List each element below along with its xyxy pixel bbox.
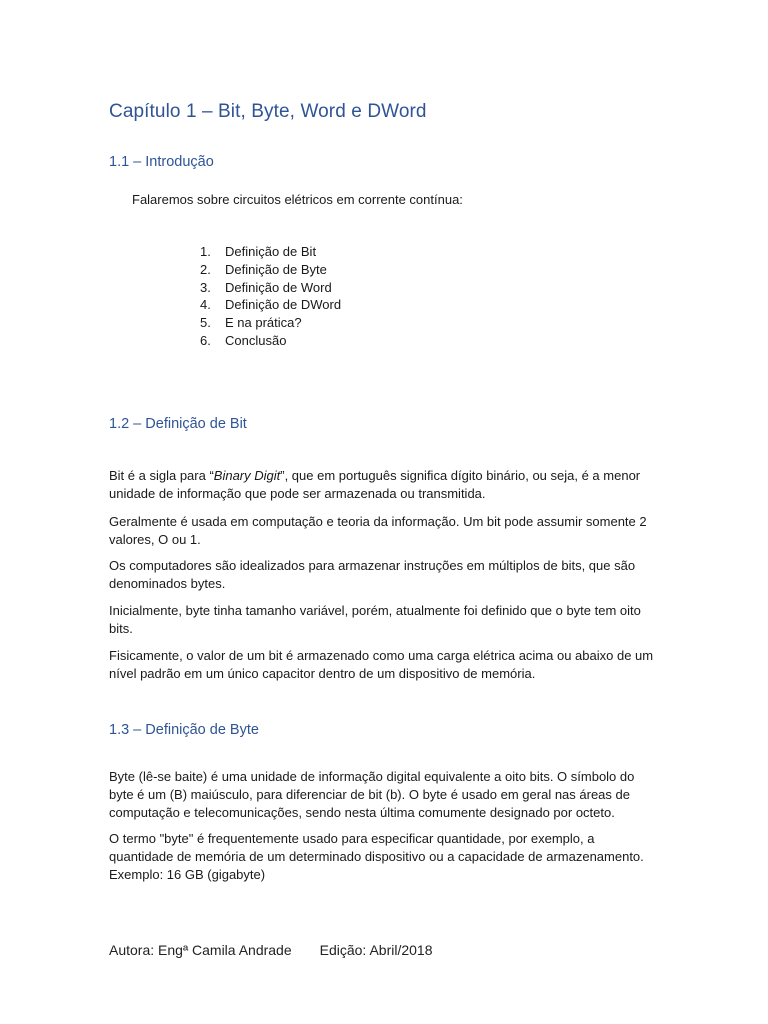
list-item xyxy=(200,332,341,350)
bit-paragraph-3: Os computadores são idealizados para armazenar instruções em múltiplos de bits, que são denominados bytes. xyxy=(109,558,636,591)
footer-edition: Edição: Abril/2018 xyxy=(319,942,433,958)
list-item xyxy=(200,279,341,297)
list-item-label: E na prática? xyxy=(225,315,302,331)
bit-paragraph-1 xyxy=(109,467,654,503)
bit-p1-italic-term: Binary Digit xyxy=(213,468,281,483)
list-item-label: Conclusão xyxy=(225,332,287,348)
list-item xyxy=(200,243,341,261)
section-heading-intro: 1.1 – Introdução xyxy=(109,154,214,170)
list-item xyxy=(200,296,341,314)
list-item xyxy=(200,314,341,332)
section-heading-byte: 1.3 – Definição de Byte xyxy=(109,722,259,738)
bit-paragraph-4: Inicialmente, byte tinha tamanho variável, porém, atualmente foi definido que o byte tem oito bits. xyxy=(109,603,641,636)
list-item-number: 6. xyxy=(200,332,211,348)
intro-lead: Falaremos sobre circuitos elétricos em corrente contínua: xyxy=(132,192,463,207)
topic-list xyxy=(200,243,341,350)
list-item xyxy=(200,261,341,279)
chapter-title: Capítulo 1 – Bit, Byte, Word e DWord xyxy=(109,101,427,122)
bit-p1-text-start: Bit é a sigla para “ xyxy=(109,468,214,483)
section-heading-bit: 1.2 – Definição de Bit xyxy=(109,416,247,432)
byte-paragraph-2: O termo "byte" é frequentemente usado para especificar quantidade, por exemplo, a quantidade de memória de um determinado dispositivo ou a capacidade de armazenamento. Exemplo: 16 GB (gigabyte) xyxy=(109,831,644,882)
bit-p1-text-end: ”, que em português significa dígito binário, ou seja, é a menor unidade de informação que pode ser armazenada ou transmitida. xyxy=(109,468,641,501)
byte-paragraph-1: Byte (lê-se baite) é uma unidade de informação digital equivalente a oito bits. O símbolo do byte é um (B) maiúsculo, para diferenciar de bit (b). O byte é usado em geral nas áreas de computação e telecomunicações, sendo nesta última comumente designado por octeto. xyxy=(109,769,635,820)
list-item-number: 3. xyxy=(200,279,211,295)
list-item-number: 4. xyxy=(200,297,211,313)
list-item-label: Definição de Word xyxy=(225,279,332,295)
list-item-number: 2. xyxy=(200,261,211,277)
footer-author: Autora: Engª Camila Andrade xyxy=(109,942,292,958)
list-item-number: 1. xyxy=(200,244,211,259)
list-item-label: Definição de Bit xyxy=(225,244,317,259)
bit-paragraph-2: Geralmente é usada em computação e teoria da informação. Um bit pode assumir somente 2 valores, O ou 1. xyxy=(109,514,647,547)
bit-paragraph-5: Fisicamente, o valor de um bit é armazenado como uma carga elétrica acima ou abaixo de um nível padrão em um único capacitor dentro de um dispositivo de memória. xyxy=(109,648,654,681)
page-footer xyxy=(109,942,432,958)
list-item-label: Definição de Byte xyxy=(225,261,327,277)
list-item-number: 5. xyxy=(200,315,211,331)
list-item-label: Definição de DWord xyxy=(225,297,342,313)
